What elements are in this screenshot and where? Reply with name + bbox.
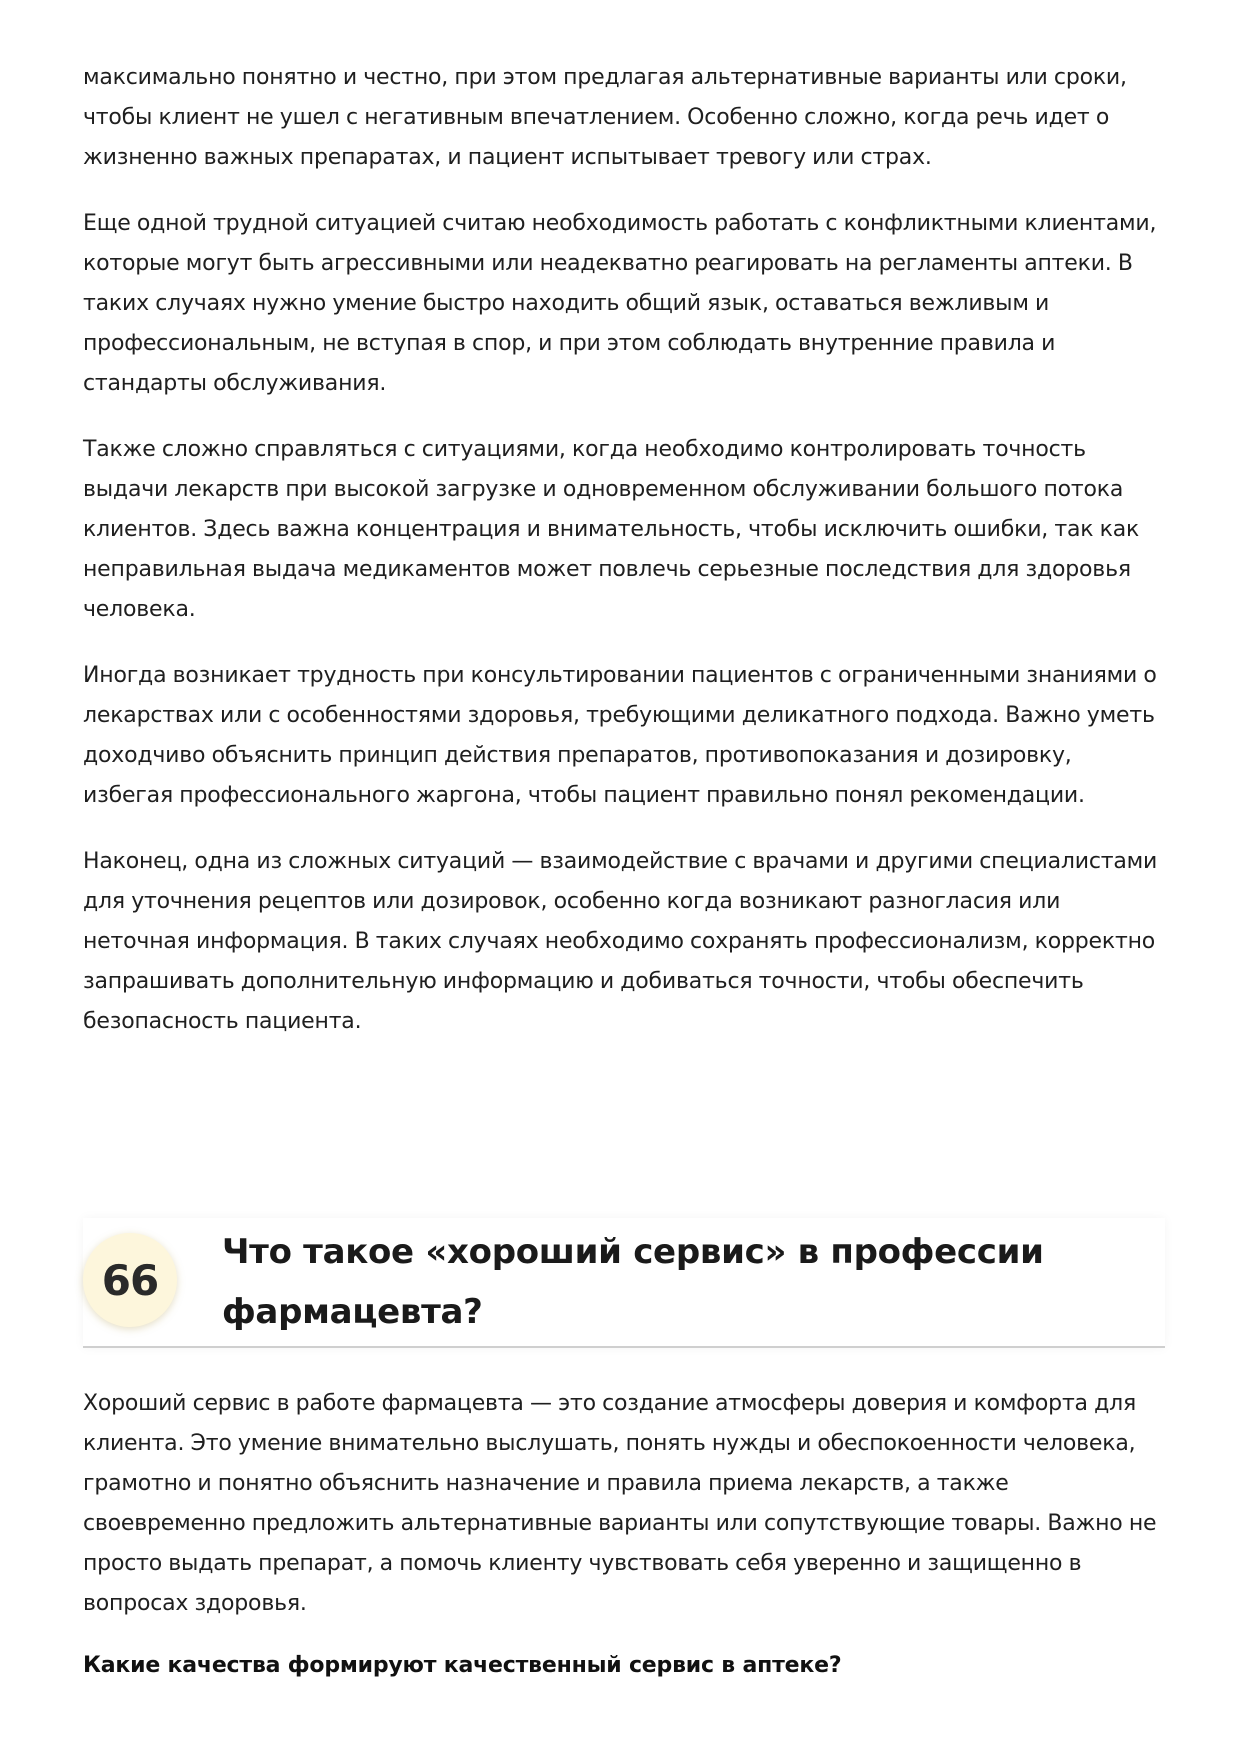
paragraph: Также сложно справляться с ситуациями, когда необходимо контролировать точность выдачи лекарств при высокой загрузке и одновременном обслуживании большого потока клиентов. Здесь важна концентрация и внимательность, чтобы исключить ошибки, так как неправильная выдача медикаментов может повлечь серьезные последствия для здоровья человека. [83, 437, 1140, 622]
question-number-badge: 66 [83, 1233, 177, 1327]
paragraph: максимально понятно и честно, при этом предлагая альтернативные варианты или сроки, чтобы клиент не ушел с негативным впечатлением. Особенно сложно, когда речь идет о жизненно важных препаратах, и пациент испытывает тревогу или страх. [83, 65, 1127, 170]
question-title: Что такое «хороший сервис» в профессии фармацевта? [222, 1232, 1044, 1332]
paragraph: Еще одной трудной ситуацией считаю необходимость работать с конфликтными клиентами, которые могут быть агрессивными или неадекватно реагировать на регламенты аптеки. В таких случаях нужно умение быстро находить общий язык, оставаться вежливым и профессиональным, не вступая в спор, и при этом соблюдать внутренние правила и стандарты обслуживания. [83, 211, 1157, 396]
answer-paragraph: Хороший сервис в работе фармацевта — это создание атмосферы доверия и комфорта для клиента. Это умение внимательно выслушать, понять нужды и обеспокоенности человека, грамотно и понятно объяснить назначение и правила приема лекарств, а также своевременно предложить альтернативные варианты или сопутствующие товары. Важно не просто выдать препарат, а помочь клиенту чувствовать себя уверенно и защищенно в вопросах здоровья. [83, 1391, 1157, 1616]
answer-body [83, 1384, 1165, 1686]
paragraph: Наконец, одна из сложных ситуаций — взаимодействие с врачами и другими специалистами для уточнения рецептов или дозировок, особенно когда возникают разногласия или неточная информация. В таких случаях необходимо сохранять профессионализм, корректно запрашивать дополнительную информацию и добиваться точности, чтобы обеспечить безопасность пациента. [83, 849, 1158, 1034]
question-header [83, 1218, 1165, 1348]
paragraph: Иногда возникает трудность при консультировании пациентов с ограниченными знаниями о лекарствах или с особенностями здоровья, требующими деликатного подхода. Важно уметь доходчиво объяснить принцип действия препаратов, противопоказания и дозировку, избегая профессионального жаргона, чтобы пациент правильно понял рекомендации. [83, 663, 1157, 808]
answer-body-previous [83, 58, 1165, 1042]
answer-subheading: Какие качества формируют качественный сервис в аптеке? [83, 1653, 842, 1678]
